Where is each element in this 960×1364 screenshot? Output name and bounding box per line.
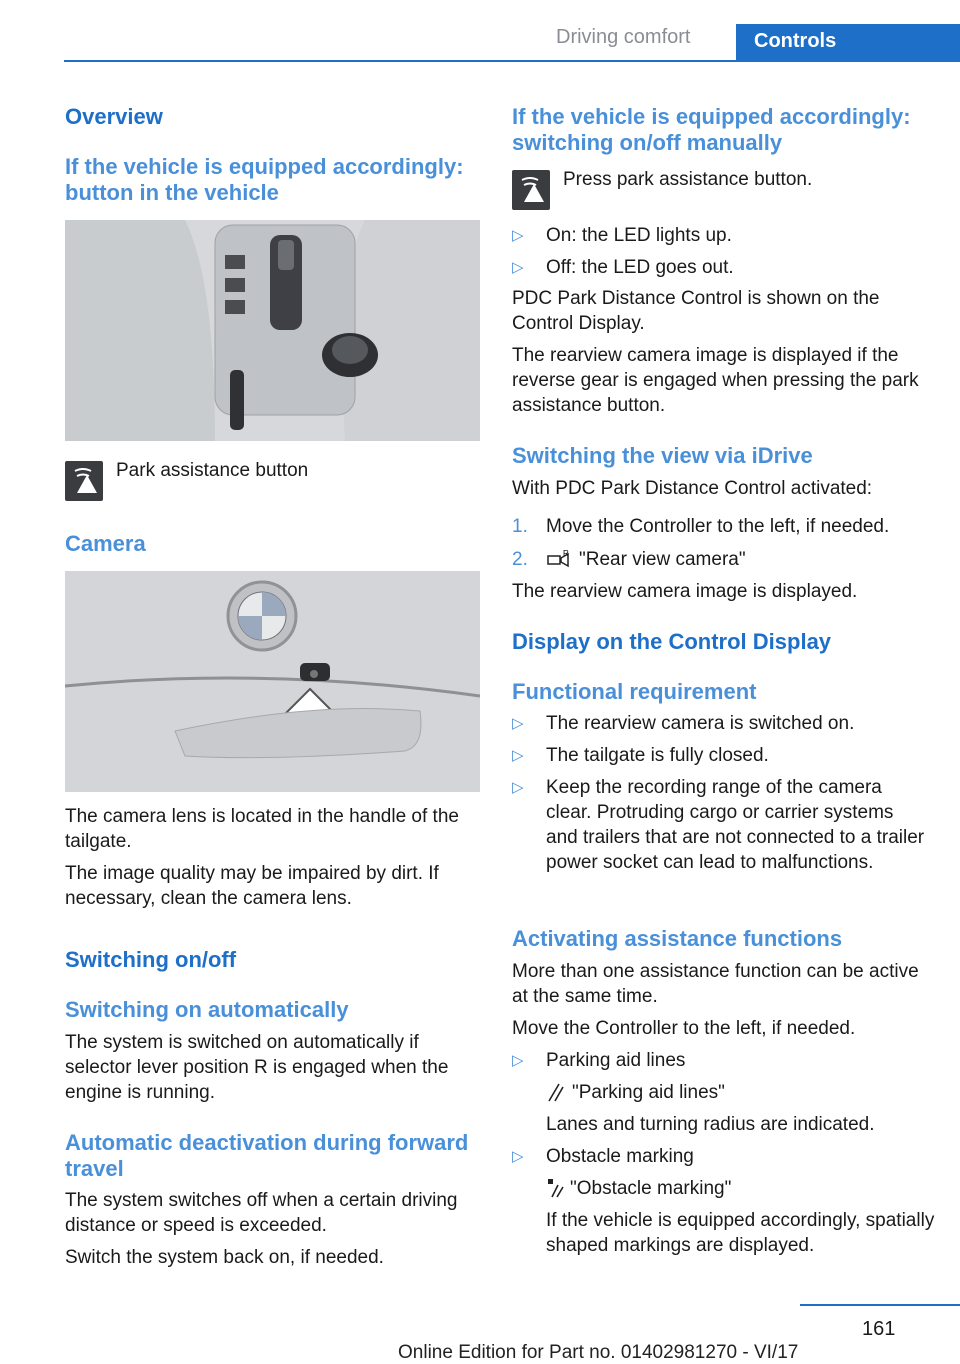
assistance-paragraph-1: More than one assistance function can be active at the same time. (512, 961, 919, 1007)
bullet-marker: ▷ (512, 227, 524, 244)
obstacle-label: Obstacle marking (546, 1146, 694, 1167)
step-1-text: Move the Controller to the left, if needed. (546, 516, 890, 537)
step-number: 1. (512, 516, 528, 537)
obstacle-menu: "Obstacle marking" (570, 1178, 732, 1199)
list-item (512, 711, 932, 736)
display-heading: Display on the Control Display (512, 629, 832, 654)
footer-rule (800, 1304, 960, 1306)
header-tab-controls: Controls (736, 24, 960, 62)
list-item (512, 1048, 932, 1073)
overview-heading: Overview (65, 104, 163, 129)
bullet-marker: ▷ (512, 259, 524, 276)
camera-paragraph-2: The image quality may be impaired by dirt. If necessary, clean the camera lens. (65, 863, 439, 909)
tailgate-illustration (65, 571, 480, 792)
park-assist-button-icon-2 (512, 170, 550, 210)
list-item (512, 255, 932, 280)
parking-lines-label: Parking aid lines (546, 1050, 686, 1071)
bullet-marker: ▷ (512, 1052, 524, 1069)
parking-lines-menu: "Parking aid lines" (572, 1082, 725, 1103)
off-text: Off: the LED goes out. (546, 257, 734, 278)
view-intro: With PDC Park Distance Control activated: (512, 478, 873, 499)
view-heading: Switching the view via iDrive (512, 443, 813, 468)
edition-footer: Online Edition for Part no. 01402981270 - VI/17 (398, 1342, 799, 1363)
list-item (512, 775, 932, 900)
switching-heading: Switching on/off (65, 947, 237, 972)
console-photo (65, 220, 480, 441)
obstacle-desc: If the vehicle is equipped accordingly, spatially shaped markings are displayed. (546, 1210, 935, 1256)
assistance-heading: Activating assistance functions (512, 926, 843, 951)
console-illustration (65, 220, 480, 441)
header-rule (64, 60, 960, 62)
auto-on-heading: Switching on automatically (65, 997, 349, 1022)
auto-off-paragraph-2: Switch the system back on, if needed. (65, 1247, 384, 1268)
header-section-label: Driving comfort (556, 26, 691, 48)
camera-paragraph-1: The camera lens is located in the handle of the tailgate. (65, 806, 459, 852)
assistance-paragraph-2: Move the Controller to the left, if needed. (512, 1018, 856, 1039)
rearview-paragraph: The rearview camera image is displayed if the reverse gear is engaged when pressing the park assistance button. (512, 345, 919, 416)
step-number: 2. (512, 549, 528, 570)
bullet-marker: ▷ (512, 1148, 524, 1165)
list-item (512, 743, 932, 768)
camera-heading: Camera (65, 531, 146, 556)
on-text: On: the LED lights up. (546, 225, 732, 246)
requirement-3: Keep the recording range of the camera clear. Protruding cargo or carrier systems and trailers that are not connected to a trailer power socket can lead to malfunctions. (546, 777, 925, 873)
pdc-paragraph: PDC Park Distance Control is shown on the Control Display. (512, 288, 880, 334)
requirement-1: The rearview camera is switched on. (546, 713, 855, 734)
list-item (512, 1144, 932, 1169)
button-heading: If the vehicle is equipped accordingly: button in the vehicle (65, 154, 464, 205)
park-assist-button-icon (65, 461, 103, 501)
functional-requirement-heading: Functional requirement (512, 679, 757, 704)
bullet-marker: ▷ (512, 715, 524, 732)
svg-text:R: R (563, 549, 569, 558)
bullet-marker: ▷ (512, 779, 524, 796)
page-number: 161 (862, 1318, 896, 1340)
auto-off-heading: Automatic deactivation during forward travel (65, 1130, 469, 1181)
press-button-text: Press park assistance button. (563, 169, 813, 190)
camera-photo (65, 571, 480, 792)
rear-view-camera-icon (546, 548, 572, 570)
obstacle-marking-icon (546, 1177, 566, 1199)
step-2-text: "Rear view camera" (579, 549, 746, 570)
bullet-marker: ▷ (512, 747, 524, 764)
displayed-text: The rearview camera image is displayed. (512, 581, 858, 602)
parking-lines-desc: Lanes and turning radius are indicated. (546, 1114, 875, 1135)
requirement-2: The tailgate is fully closed. (546, 745, 769, 766)
auto-off-paragraph-1: The system switches off when a certain driving distance or speed is exceeded. (65, 1190, 458, 1236)
manual-heading: If the vehicle is equipped accordingly: switching on/off manually (512, 104, 911, 155)
auto-on-paragraph: The system is switched on automatically if selector lever position R is engaged when the engine is running. (65, 1032, 449, 1103)
parking-aid-lines-icon (546, 1081, 566, 1103)
park-assist-caption: Park assistance button (116, 460, 309, 481)
list-item (512, 223, 932, 248)
